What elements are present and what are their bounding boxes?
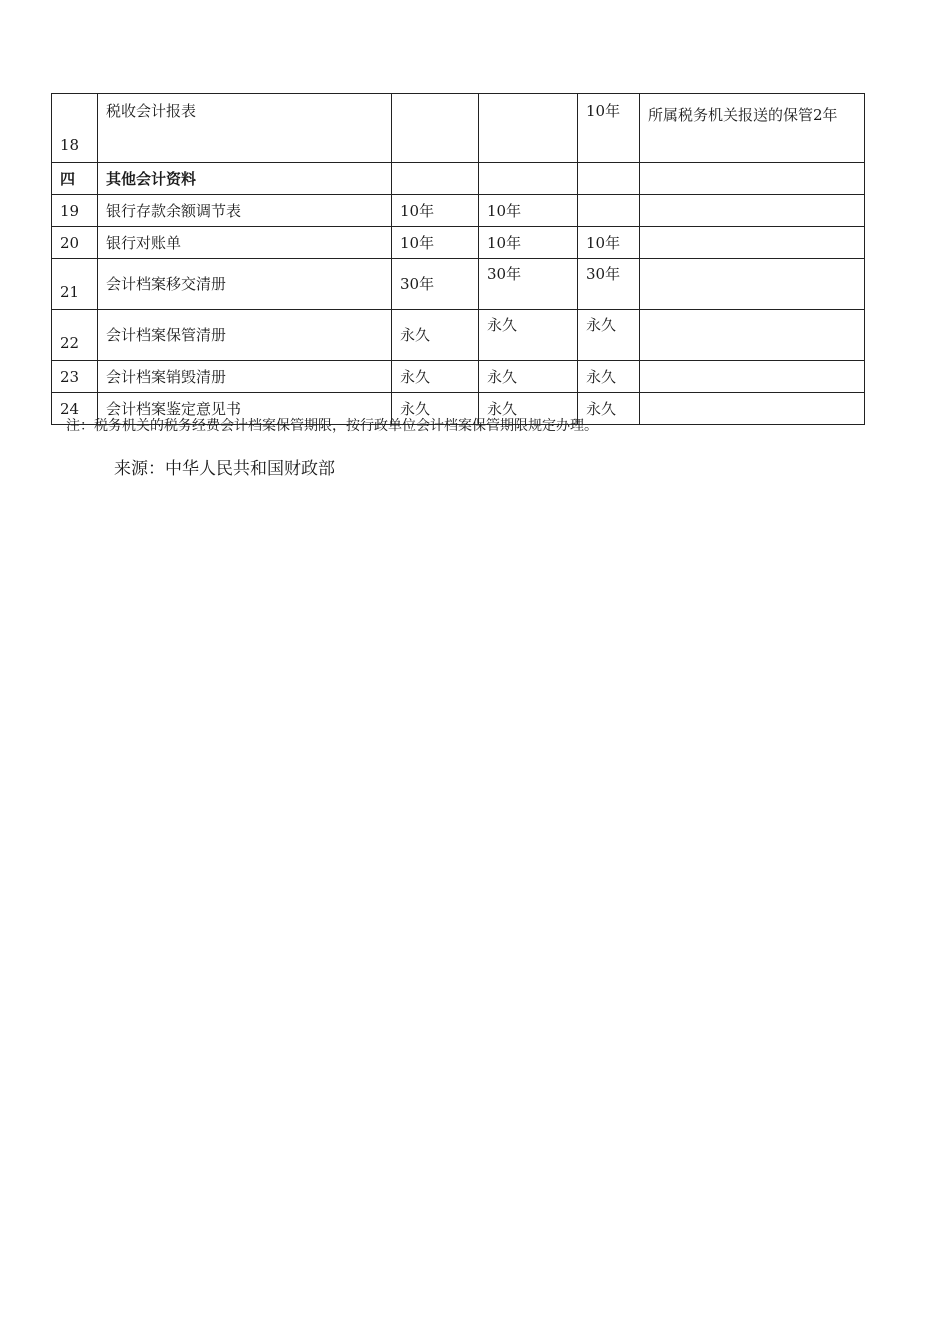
period-cell: 10年 (392, 227, 479, 259)
table-row (52, 310, 865, 361)
row-number: 23 (52, 361, 98, 393)
period-cell: 永久 (392, 361, 479, 393)
period-cell: 永久 (479, 393, 578, 425)
table-row (52, 361, 865, 393)
remark-cell (640, 259, 865, 310)
remark-cell: 所属税务机关报送的保管2年 (640, 94, 865, 163)
remark-cell (640, 393, 865, 425)
period-cell: 永久 (578, 361, 640, 393)
remark-cell (640, 361, 865, 393)
period-cell: 永久 (392, 393, 479, 425)
period-cell (392, 163, 479, 195)
period-cell: 10年 (479, 195, 578, 227)
period-cell: 30年 (578, 259, 640, 310)
table-row (52, 94, 865, 163)
item-name: 税收会计报表 (98, 94, 392, 163)
row-number: 21 (52, 259, 98, 310)
period-cell (479, 94, 578, 163)
period-cell: 10年 (578, 227, 640, 259)
item-name: 会计档案鉴定意见书 (98, 393, 392, 425)
period-cell (479, 163, 578, 195)
item-name: 会计档案销毁清册 (98, 361, 392, 393)
section-number: 四 (52, 163, 98, 195)
table-row (52, 259, 865, 310)
item-name: 会计档案保管清册 (98, 310, 392, 361)
section-title: 其他会计资料 (98, 163, 392, 195)
period-cell: 永久 (479, 310, 578, 361)
period-cell: 10年 (578, 94, 640, 163)
period-cell: 30年 (479, 259, 578, 310)
period-cell: 永久 (392, 310, 479, 361)
retention-period-table (51, 93, 865, 425)
table-row (52, 195, 865, 227)
table-row (52, 227, 865, 259)
item-name: 会计档案移交清册 (98, 259, 392, 310)
row-number: 19 (52, 195, 98, 227)
row-number: 24 (52, 393, 98, 425)
period-cell (578, 163, 640, 195)
source-line: 来源：中华人民共和国财政部 (114, 459, 335, 479)
item-name: 银行对账单 (98, 227, 392, 259)
period-cell: 永久 (479, 361, 578, 393)
period-cell: 永久 (578, 393, 640, 425)
period-cell: 永久 (578, 310, 640, 361)
period-cell (578, 195, 640, 227)
item-name: 银行存款余额调节表 (98, 195, 392, 227)
remark-cell (640, 195, 865, 227)
period-cell: 10年 (392, 195, 479, 227)
row-number: 18 (52, 94, 98, 163)
row-number: 20 (52, 227, 98, 259)
remark-cell (640, 163, 865, 195)
period-cell (392, 94, 479, 163)
period-cell: 10年 (479, 227, 578, 259)
remark-cell (640, 310, 865, 361)
section-row (52, 163, 865, 195)
row-number: 22 (52, 310, 98, 361)
period-cell: 30年 (392, 259, 479, 310)
table-footnote: 注：税务机关的税务经费会计档案保管期限，按行政单位会计档案保管期限规定办理。 (66, 418, 598, 434)
remark-cell (640, 227, 865, 259)
